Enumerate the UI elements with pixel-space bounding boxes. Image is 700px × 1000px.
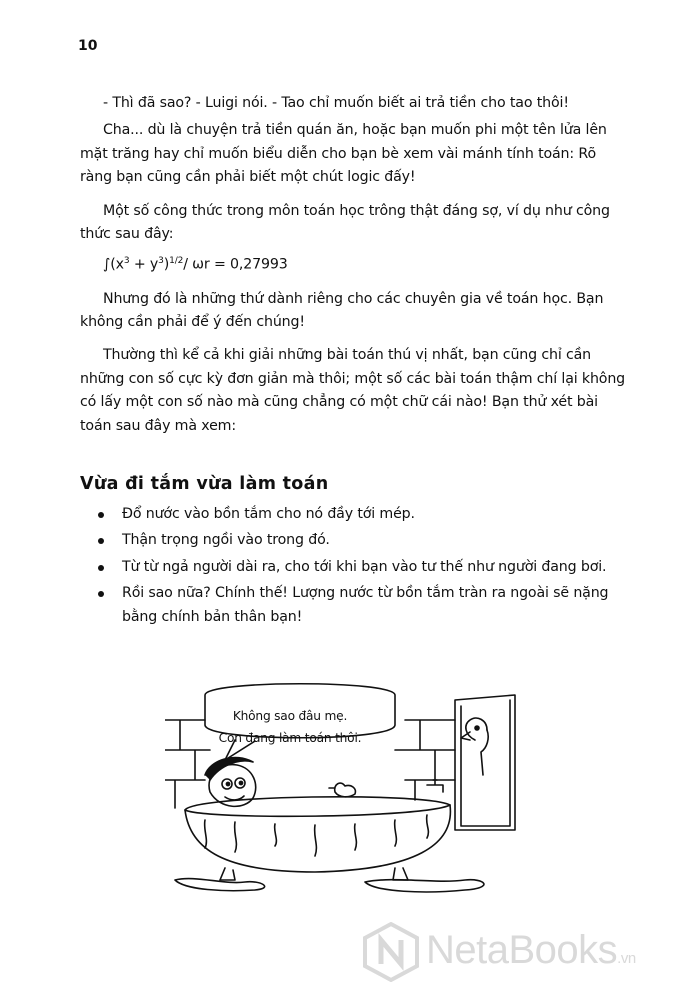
list-item: Từ từ ngả người dài ra, cho tới khi bạn vào tư thế như người đang bơi. [98,556,628,579]
bullet-icon [98,591,104,597]
bullet-list [98,503,628,632]
section-heading: Vừa đi tắm vừa làm toán [80,474,329,494]
speech-line: Con đang làm toán thôi. [218,731,362,745]
list-item: Đổ nước vào bồn tắm cho nó đầy tới mép. [98,503,628,526]
bullet-icon [98,538,104,544]
body-text [80,92,628,448]
paragraph-formulas-intro: Một số công thức trong môn toán học trông thật đáng sợ, ví dụ như công thức sau đây: [80,202,610,243]
watermark [362,922,682,986]
list-item: Thận trọng ngồi vào trong đó. [98,529,628,552]
math-formula: $\int(x^3 + y^3)^{1/2}/$ ωr = 0,27993 [103,256,288,274]
watermark-brand: NetaBooks.vn [426,928,636,972]
list-item: Rồi sao nữa? Chính thế! Lượng nước từ bồn tắm tràn ra ngoài sẽ nặng bằng chính bản thân bạn! [98,582,628,629]
page-number: 10 [78,38,98,54]
speech-bubble [195,705,385,749]
bullet-icon [98,565,104,571]
paragraph-simple-numbers: Thường thì kể cả khi giải những bài toán thú vị nhất, bạn cũng chỉ cần những con số cực kỳ đơn giản mà thôi; một số các bài toán thậm chí lại không có lấy một con số nào mà cũng chẳng có một chữ cái nào! Bạn thử xét bài toán sau đây mà xem: [80,347,626,434]
speech-line: Không sao đâu mẹ. [232,709,348,723]
netabooks-logo-icon [362,922,420,982]
paragraph-logic: Cha... dù là chuyện trả tiền quán ăn, hoặc bạn muốn phi một tên lửa lên mặt trăng hay chỉ muốn biểu diễn cho bạn bè xem vài mánh tính toán: Rõ ràng bạn cũng cần phải biết một chút logic đấy! [80,122,607,186]
bullet-icon [98,512,104,518]
paragraph-experts: Nhưng đó là những thứ dành riêng cho các chuyên gia về toán học. Bạn không cần phải để ý đến chúng! [80,290,604,330]
paragraph-dialogue: - Thì đã sao? - Luigi nói. - Tao chỉ muốn biết ai trả tiền cho tao thôi! [103,95,569,111]
